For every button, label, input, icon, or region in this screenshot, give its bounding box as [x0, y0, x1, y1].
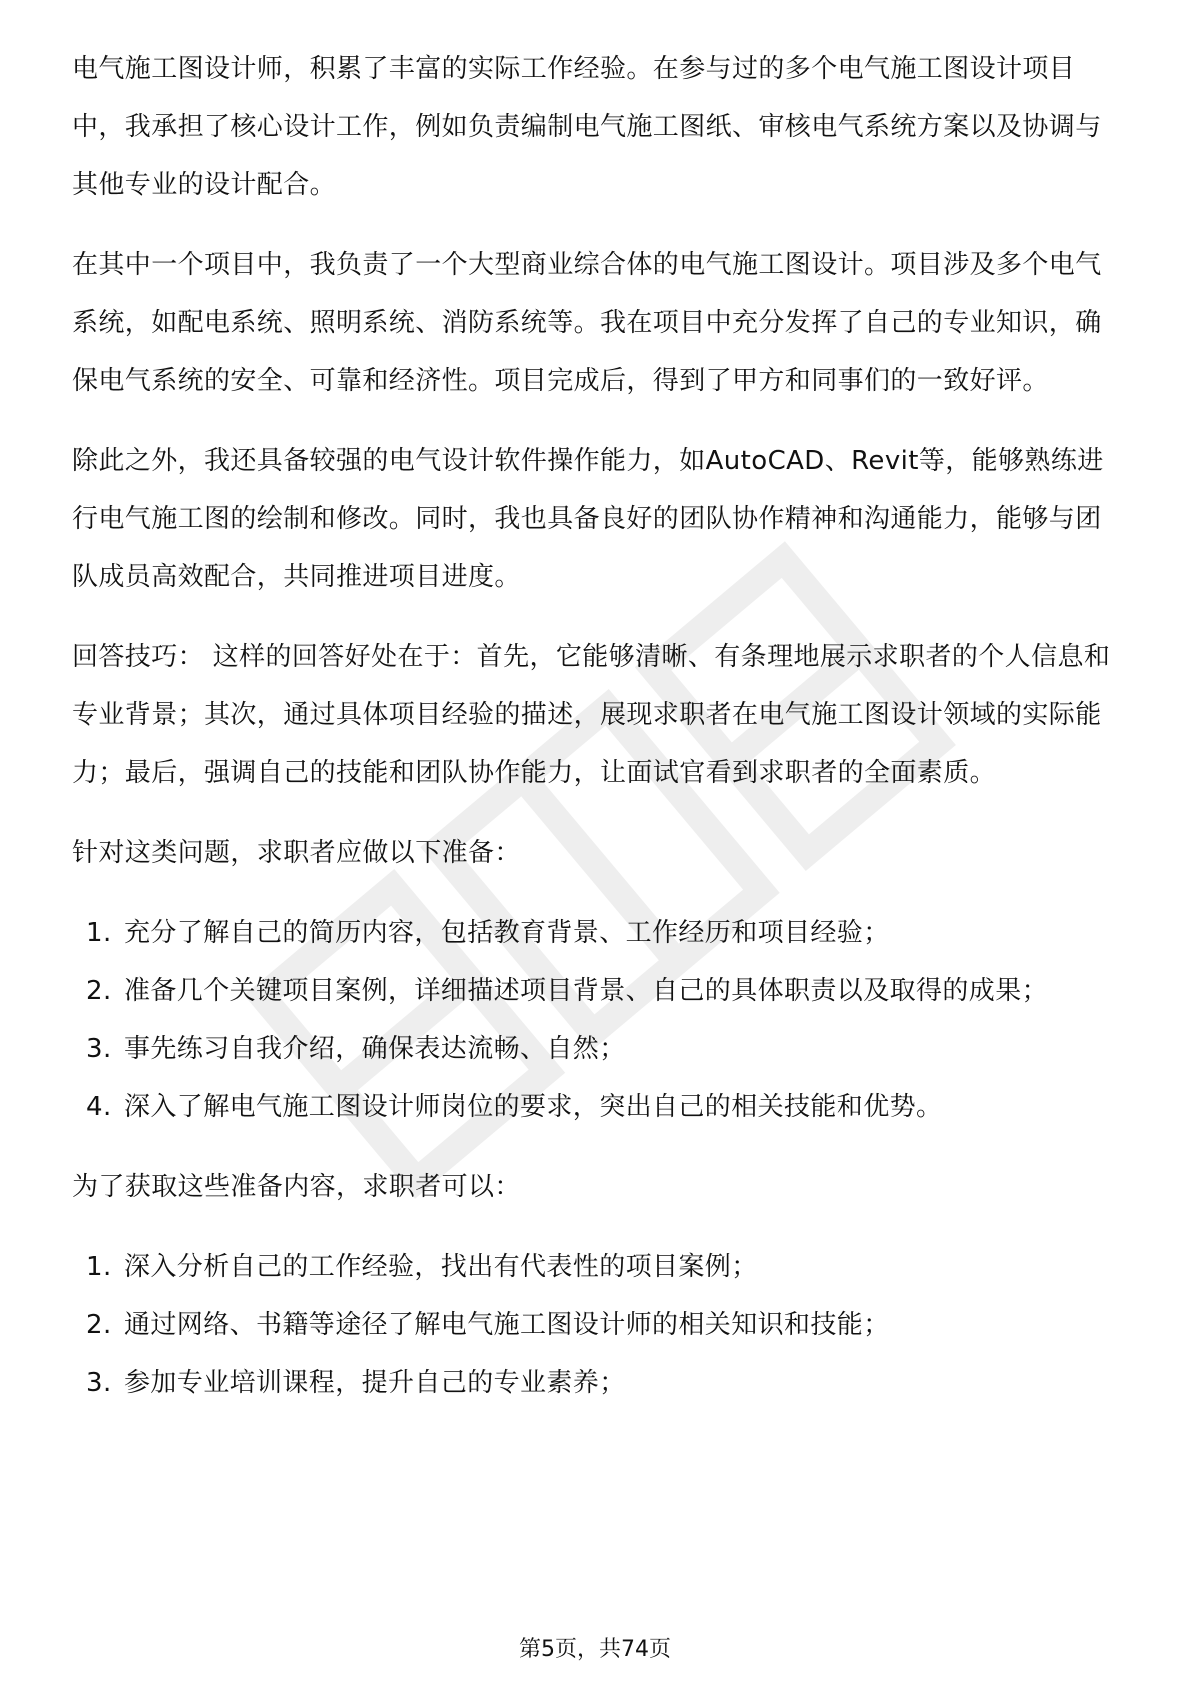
page-number: 第5页，共74页	[519, 1637, 671, 1662]
list-item	[72, 1078, 1124, 1136]
paragraph-project: 在其中一个项目中，我负责了一个大型商业综合体的电气施工图设计。项目涉及多个电气系统，如配电系统、照明系统、消防系统等。我在项目中充分发挥了自己的专业知识，确保电气系统的安全、可靠和经济性。项目完成后，得到了甲方和同事们的一致好评。	[72, 250, 1102, 396]
list-item-text: 通过网络、书籍等途径了解电气施工图设计师的相关知识和技能；	[124, 1310, 890, 1340]
list-item-text: 深入了解电气施工图设计师岗位的要求，突出自己的相关技能和优势。	[124, 1092, 943, 1122]
list-item	[72, 962, 1124, 1020]
list-number: 2.	[86, 1310, 112, 1340]
paragraph-answer-tips: 回答技巧： 这样的回答好处在于：首先，它能够清晰、有条理地展示求职者的个人信息和专业背景；其次，通过具体项目经验的描述，展现求职者在电气施工图设计领域的实际能力；最后，强调自己的技能和团队协作能力，让面试官看到求职者的全面素质。	[72, 642, 1111, 788]
list-item	[72, 1296, 1124, 1354]
list-number: 3.	[86, 1034, 112, 1064]
list-item-text: 事先练习自我介绍，确保表达流畅、自然；	[124, 1034, 626, 1064]
sources-list	[72, 1238, 1124, 1412]
list-item	[72, 1354, 1124, 1412]
list-number: 1.	[86, 918, 112, 948]
list-item	[72, 1020, 1124, 1078]
document-page	[72, 40, 1124, 1434]
list-item-text: 充分了解自己的简历内容，包括教育背景、工作经历和项目经验；	[124, 918, 890, 948]
preparation-list	[72, 904, 1124, 1136]
page-footer	[0, 1632, 1190, 1663]
paragraph-sources-intro: 为了获取这些准备内容，求职者可以：	[72, 1172, 521, 1202]
list-item-text: 参加专业培训课程，提升自己的专业素养；	[124, 1368, 626, 1398]
list-number: 2.	[86, 976, 112, 1006]
paragraph-preparation-intro: 针对这类问题，求职者应做以下准备：	[72, 838, 521, 868]
list-number: 1.	[86, 1252, 112, 1282]
list-item-text: 准备几个关键项目案例，详细描述项目背景、自己的具体职责以及取得的成果；	[124, 976, 1049, 1006]
list-item-text: 深入分析自己的工作经验，找出有代表性的项目案例；	[124, 1252, 758, 1282]
paragraph-experience: 电气施工图设计师，积累了丰富的实际工作经验。在参与过的多个电气施工图设计项目中，我承担了核心设计工作，例如负责编制电气施工图纸、审核电气系统方案以及协调与其他专业的设计配合。	[72, 54, 1102, 200]
list-item	[72, 1238, 1124, 1296]
paragraph-skills: 除此之外，我还具备较强的电气设计软件操作能力，如AutoCAD、Revit等，能够熟练进行电气施工图的绘制和修改。同时，我也具备良好的团队协作精神和沟通能力，能够与团队成员高效配合，共同推进项目进度。	[72, 446, 1104, 592]
list-number: 4.	[86, 1092, 112, 1122]
list-item	[72, 904, 1124, 962]
list-number: 3.	[86, 1368, 112, 1398]
